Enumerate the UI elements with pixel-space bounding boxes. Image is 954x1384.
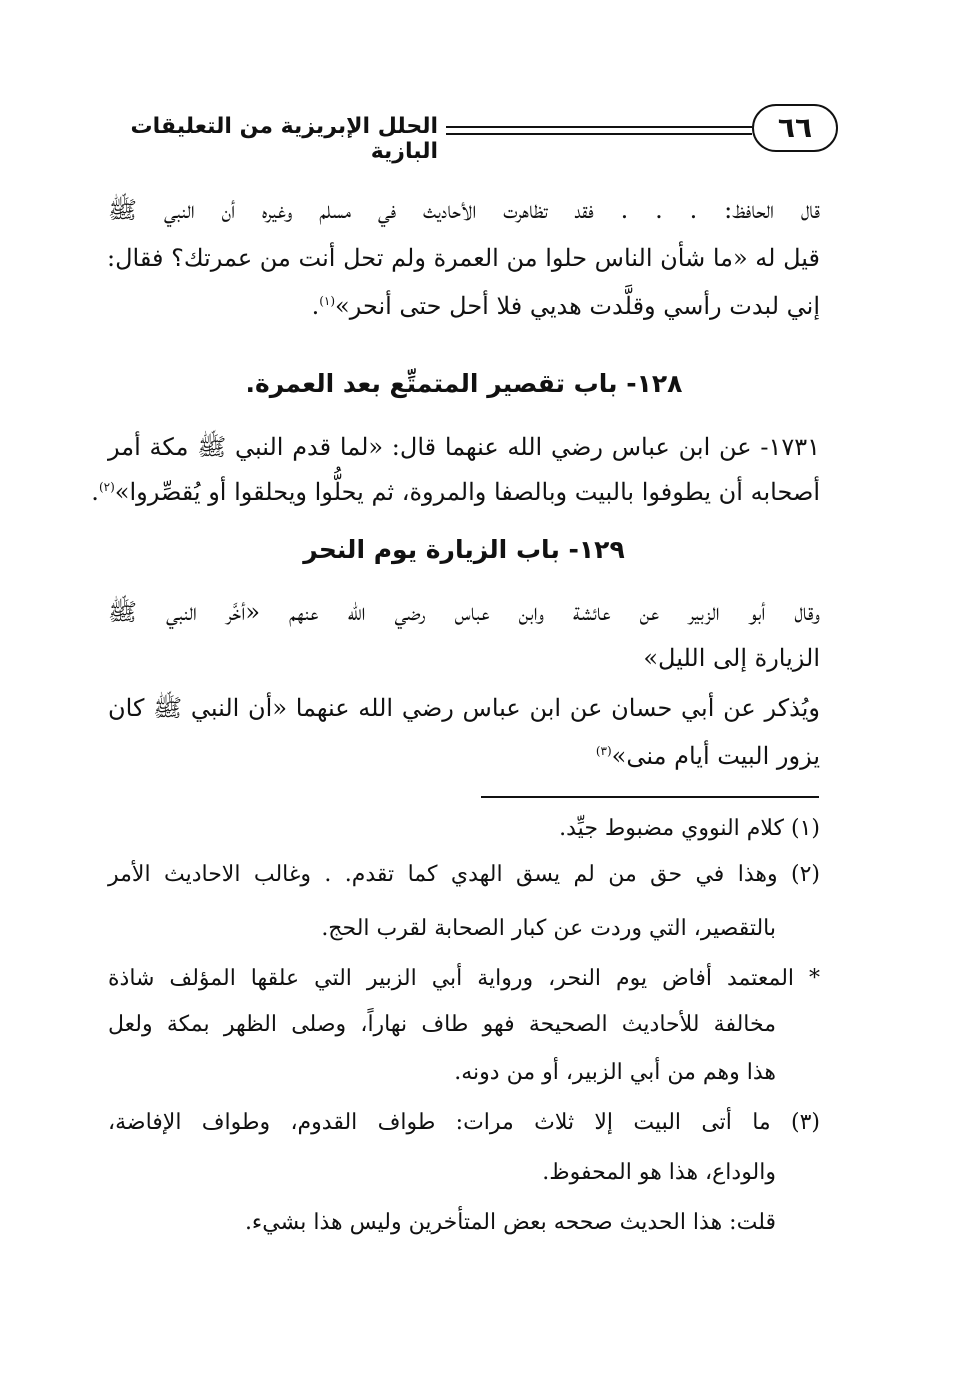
body-line: قيل له «ما شأن الناس حلوا من العمرة ولم تحل أنت من عمرتك؟ فقال: bbox=[107, 244, 820, 272]
body-line: قال الحافظ: . . . فقد تظاهرت الأحاديث في مسلم وغيره أن النبي ﷺ bbox=[108, 196, 820, 224]
footnote-3-line: والوداع، هذا هو المحفوظ. bbox=[542, 1160, 776, 1185]
line-end-punct: . bbox=[91, 478, 99, 506]
chapter-heading-128: ١٢٨- باب تقصير المتمتِّع بعد العمرة. bbox=[245, 369, 683, 398]
page-number: ٦٦ bbox=[752, 104, 838, 152]
body-line: ١٧٣١- عن ابن عباس رضي الله عنهما قال: «لما قدم النبي ﷺ مكة أمر bbox=[108, 433, 820, 461]
footnote-3-line: (٣) ما أتى البيت إلا ثلاث مرات: طواف القدوم، وطواف الإفاضة، bbox=[108, 1110, 820, 1135]
body-line-text: أصحابه أن يطوفوا بالبيت وبالصفا والمروة، ثم يحلُّوا ويحلقوا أو يُقصِّروا» bbox=[114, 478, 820, 506]
body-line bbox=[91, 472, 820, 512]
line-end-punct: . bbox=[311, 292, 320, 320]
chapter-heading-129: ١٢٩- باب الزيارة يوم النحر bbox=[303, 535, 625, 564]
body-line-text: إني لبدت رأسي وقلَّدت هديي فلا أحل حتى أنحر» bbox=[335, 292, 820, 320]
footnote-ref: (٢) bbox=[98, 480, 115, 494]
body-line: الزيارة إلى الليل» bbox=[643, 644, 820, 672]
body-line: وقال أبو الزبير عن عائشة وابن عباس رضي الله عنهم «أخَّر النبي ﷺ bbox=[108, 598, 820, 626]
footnote-ref: (٣) bbox=[595, 744, 612, 758]
footnote-2-line: بالتقصير، التي وردت عن كبار الصحابة لقرب الحج. bbox=[321, 916, 776, 941]
body-line: ويُذكر عن أبي حسان عن ابن عباس رضي الله عنهما «أن النبي ﷺ كان bbox=[108, 694, 820, 722]
body-line bbox=[108, 736, 820, 776]
footnote-ref: (١) bbox=[319, 294, 336, 308]
header-double-rule bbox=[446, 126, 752, 135]
note-star-line: مخالفة للأحاديث الصحيحة فهو طاف نهاراً، وصلى الظهر بمكة ولعل bbox=[108, 1012, 776, 1037]
running-title: الحلل الإبريزية من التعليقات البازية bbox=[130, 114, 438, 164]
note-star-line: * المعتمد أفاض يوم النحر، ورواية أبي الزبير التي علقها المؤلف شاذة bbox=[108, 966, 821, 991]
footnote-2-line: (٢) وهذا في حق من لم يسق الهدي كما تقدم. . وغالب الاحاديث الأمر bbox=[108, 862, 820, 887]
page-header bbox=[108, 100, 838, 164]
body-line-text: يزور البيت أيام منى» bbox=[611, 742, 820, 770]
note-star-line: هذا وهم من أبي الزبير، أو من دونه. bbox=[454, 1060, 776, 1085]
body-line bbox=[108, 286, 820, 326]
footnote-3-line: قلت: هذا الحديث صححه بعض المتأخرين وليس هذا بشيء. bbox=[244, 1210, 776, 1235]
footnote-separator bbox=[481, 796, 819, 798]
footnote-1: (١) كلام النووي مضبوط جيِّد. bbox=[559, 816, 820, 841]
